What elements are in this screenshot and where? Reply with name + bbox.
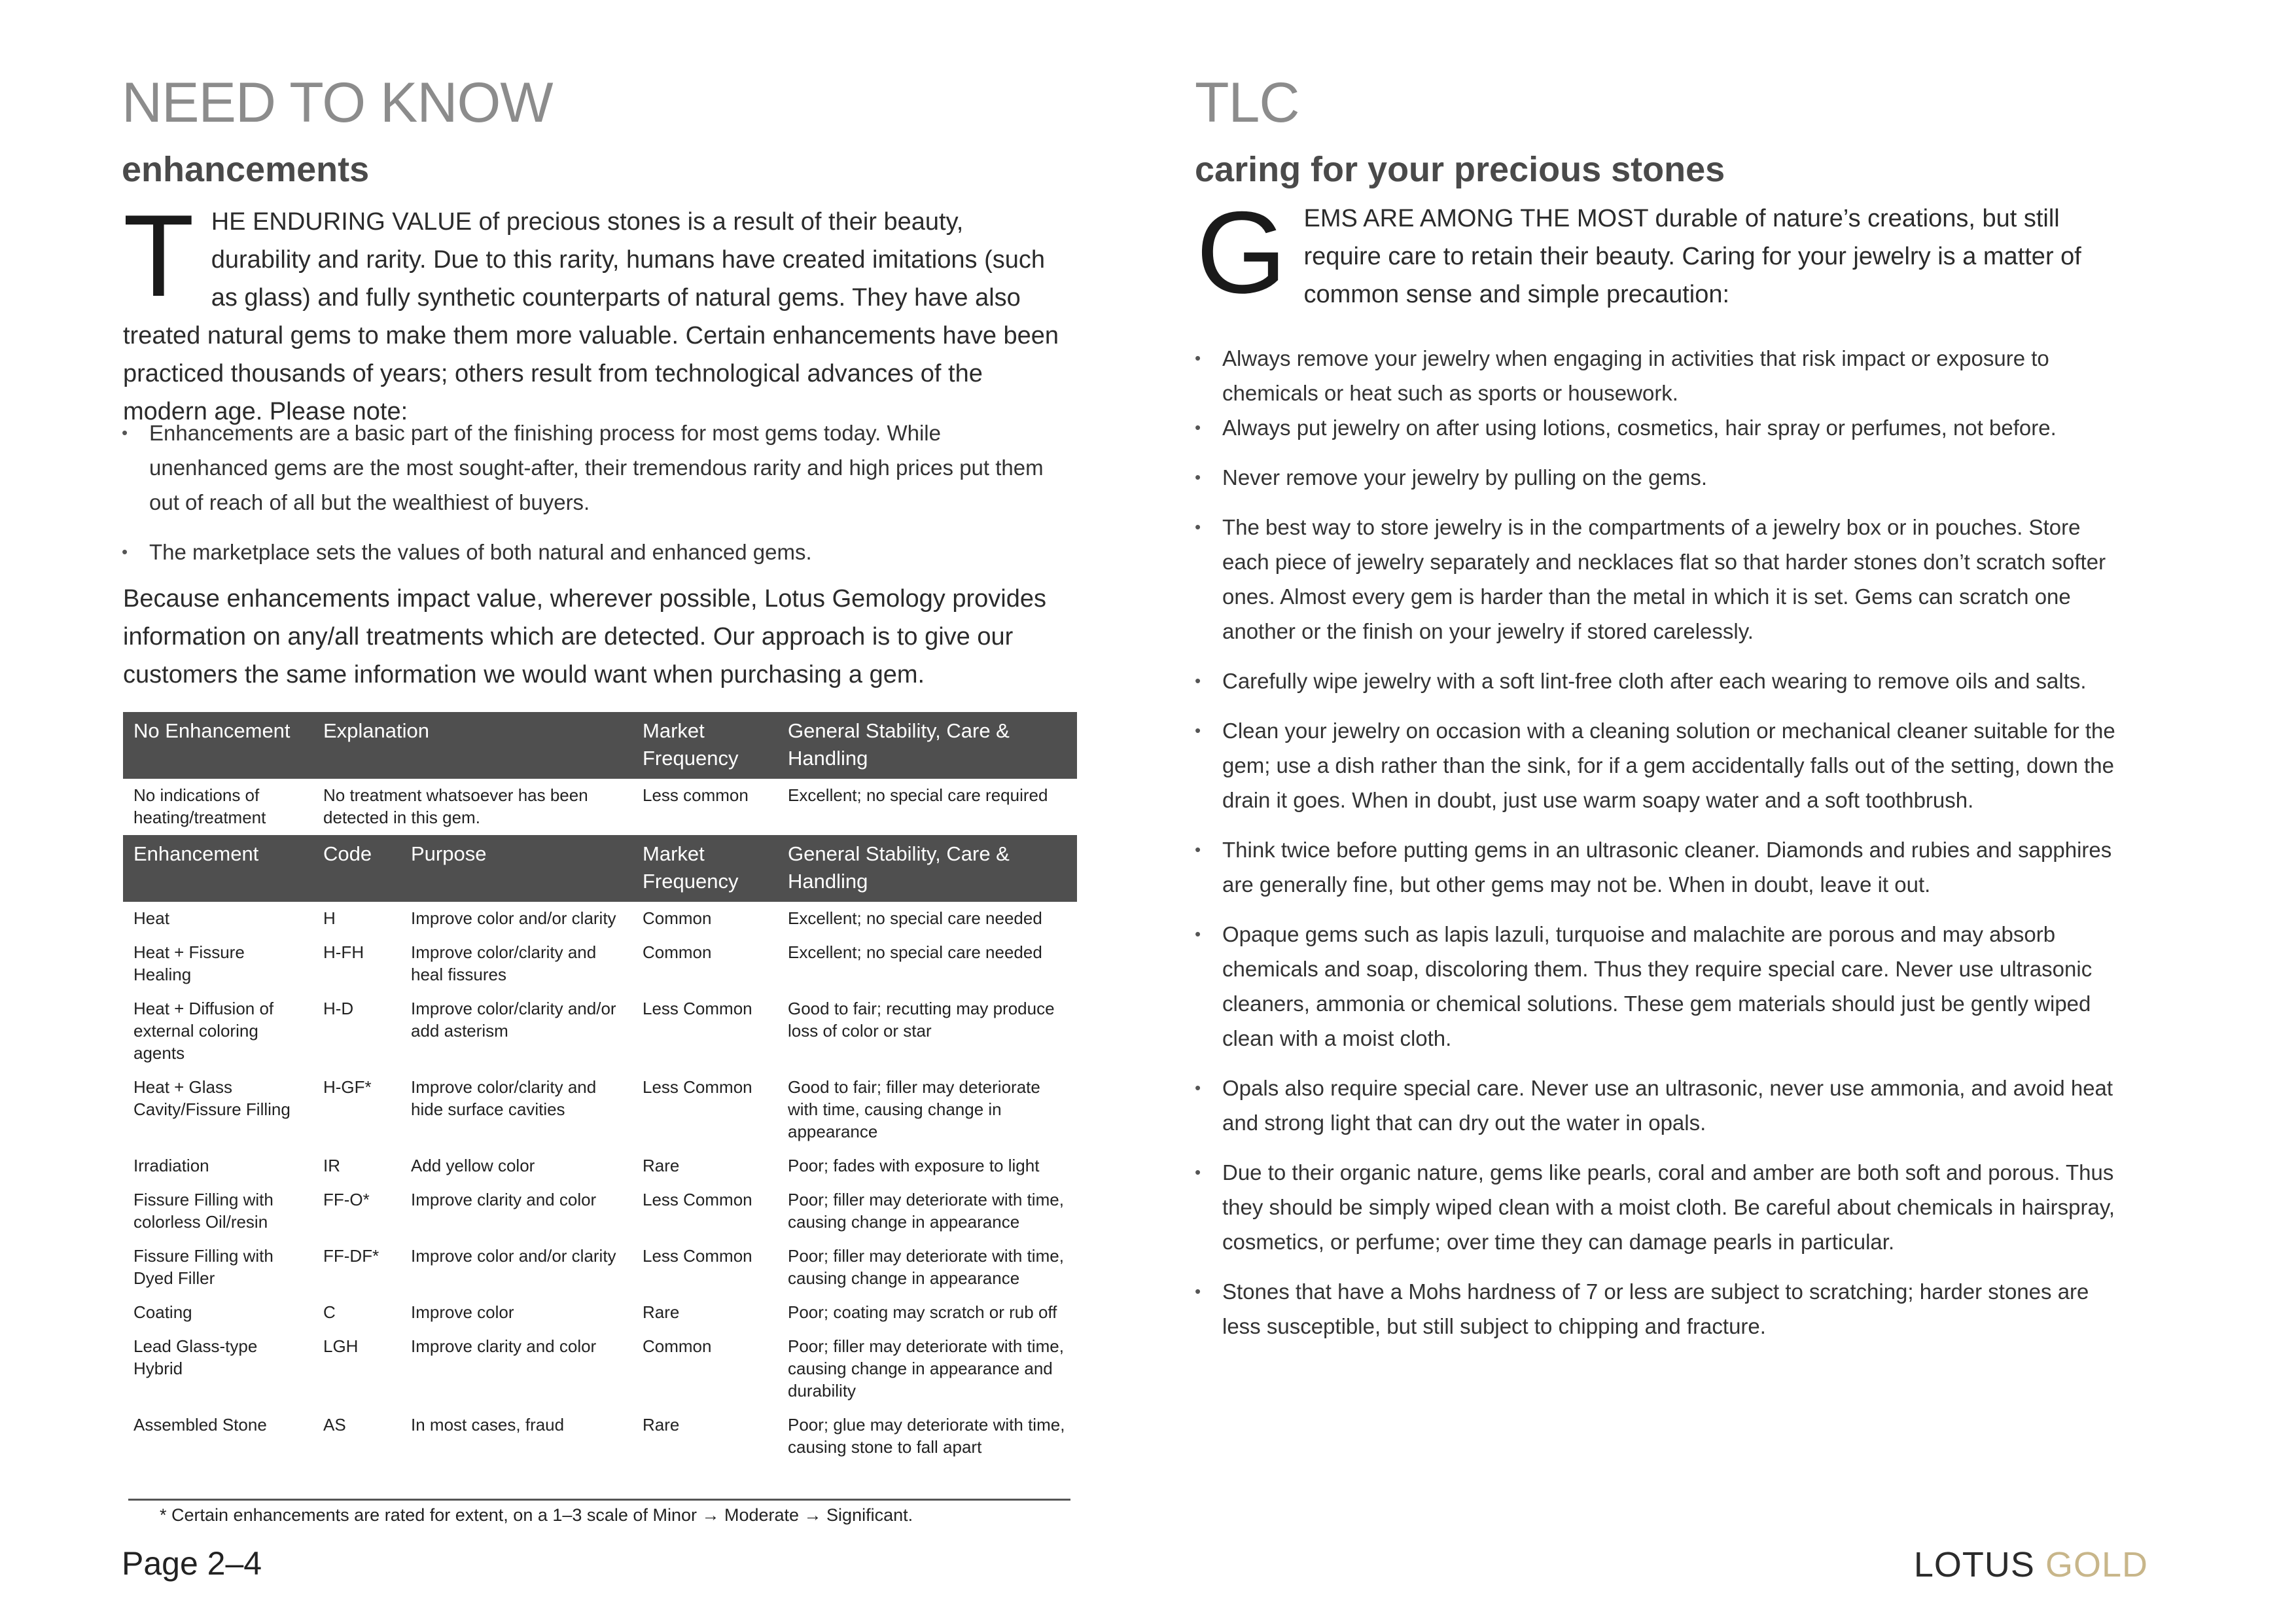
table-row [123, 779, 1077, 835]
table-cell: Less Common [643, 1246, 752, 1266]
list-item: • Stones that have a Mohs hardness of 7 or less are subject to scratching; harder stones are less susceptible, but still subject to chipping and fracture. [1195, 1274, 2124, 1344]
table-cell: Assembled Stone [133, 1415, 267, 1435]
list-item: • Think twice before putting gems in an ultrasonic cleaner. Diamonds and rubies and sapphires are generally fine, but other gems may not be. When in doubt, leave it out. [1195, 832, 2124, 902]
table-row [123, 902, 1077, 936]
brand-name-lotus: LOTUS [1913, 1545, 2035, 1584]
table-row [123, 992, 1077, 1071]
intro-lead-caps: EMS ARE AMONG THE MOST [1303, 205, 1648, 232]
table-cell: Rare [643, 1156, 680, 1175]
table-cell: Improve color/clarity and/or add asterism [411, 999, 616, 1041]
enhancement-notes-list [122, 416, 1051, 569]
table-cell: Less Common [643, 1077, 752, 1097]
table-row [123, 1149, 1077, 1183]
drop-cap: G [1196, 187, 1287, 317]
table-cell: Poor; filler may deteriorate with time, causing change in appearance [788, 1190, 1064, 1232]
list-item: • Always remove your jewelry when engaging in activities that risk impact or exposure to chemicals or heat such as sports or housework. [1195, 341, 2124, 410]
table-cell: AS [323, 1415, 346, 1435]
table-cell: LGH [323, 1336, 359, 1356]
table-cell: Improve clarity and color [411, 1336, 597, 1356]
list-item: • Enhancements are a basic part of the finishing process for most gems today. While unenhanced gems are the most sought-after, their tremendous rarity and high prices put them out of reach of all but the wealthiest of buyers. [122, 416, 1051, 520]
table-cell: FF-O* [323, 1190, 370, 1209]
table-cell: Fissure Filling with colorless Oil/resin [133, 1190, 274, 1232]
table-row [123, 1296, 1077, 1330]
table-bottom-rule [128, 1499, 1070, 1501]
intro-text: durable of nature’s creations, but still require care to retain their beauty. Caring for your jewelry is a matter of common sense and simple precaution: [1303, 205, 2081, 308]
table-cell: Excellent; no special care needed [788, 908, 1042, 928]
column-header: No Enhancement [123, 712, 313, 779]
table-cell: Common [643, 1336, 712, 1356]
column-header: Explanation [313, 712, 632, 779]
table-cell: In most cases, fraud [411, 1415, 565, 1435]
footnote: * Certain enhancements are rated for extent, on a 1–3 scale of Minor → Moderate → Significant. [160, 1505, 913, 1525]
table-header-row [123, 835, 1077, 902]
table-cell: H-D [323, 999, 354, 1018]
column-header: Enhancement [123, 835, 313, 902]
list-item: • Always put jewelry on after using lotions, cosmetics, hair spray or perfumes, not before. [1195, 410, 2124, 445]
table-cell: Fissure Filling with Dyed Filler [133, 1246, 274, 1288]
column-header: General Stability, Care & Handling [777, 712, 1077, 779]
table-cell: Poor; fades with exposure to light [788, 1156, 1040, 1175]
table-cell: Common [643, 908, 712, 928]
table-cell: C [323, 1302, 336, 1322]
table-cell: Rare [643, 1302, 680, 1322]
table-cell: Improve color [411, 1302, 514, 1322]
intro-paragraph [123, 190, 1065, 431]
subhead-enhancements: enhancements [122, 150, 370, 189]
table-cell: IR [323, 1156, 340, 1175]
table-cell: Improve clarity and color [411, 1190, 597, 1209]
table-cell: Common [643, 942, 712, 962]
column-header: Market Frequency [632, 712, 777, 779]
table-cell: Less Common [643, 1190, 752, 1209]
table-cell: H [323, 908, 336, 928]
table-cell: Rare [643, 1415, 680, 1435]
column-header: Purpose [400, 835, 632, 902]
table-row [123, 1408, 1077, 1465]
subhead-caring: caring for your precious stones [1195, 150, 1725, 189]
table-cell: No indications of heating/treatment [133, 785, 266, 827]
table-cell: Heat + Glass Cavity/Fissure Filling [133, 1077, 291, 1119]
table-cell: No treatment whatsoever has been detected in this gem. [323, 785, 588, 827]
table-cell: Less Common [643, 999, 752, 1018]
table-cell: Excellent; no special care required [788, 785, 1048, 805]
care-intro-paragraph [1196, 187, 2125, 317]
table-cell: Poor; coating may scratch or rub off [788, 1302, 1057, 1322]
list-item: • The marketplace sets the values of both natural and enhanced gems. [122, 535, 1051, 569]
list-item: • The best way to store jewelry is in the compartments of a jewelry box or in pouches. Store each piece of jewelry separately and necklaces flat so that harder stones don’t scratch softer ones. Almost every gem is harder than the metal in which it is set. Gems can scratch one another or the finish on your jewelry if stored carelessly. [1195, 510, 2124, 649]
intro-text: of precious stones is a result of their beauty, durability and rarity. Due to this rarity, humans have created imitations (such as glass) and fully synthetic counterparts of natural gems. They have also treated natural gems to make them more valuable. Certain enhancements have been practiced thousands of years; others result from technological advances of the modern age. Please note: [123, 208, 1059, 425]
list-item: • Never remove your jewelry by pulling on the gems. [1195, 460, 2124, 495]
table-cell: Excellent; no special care needed [788, 942, 1042, 962]
table-row [123, 1330, 1077, 1408]
table-header-row [123, 712, 1077, 779]
table-cell: Improve color and/or clarity [411, 1246, 616, 1266]
table-cell: Add yellow color [411, 1156, 535, 1175]
table-cell: Heat + Diffusion of external coloring agents [133, 999, 274, 1063]
list-item: • Carefully wipe jewelry with a soft lint-free cloth after each wearing to remove oils and salts. [1195, 664, 2124, 698]
enhancement-rows [123, 902, 1077, 1465]
table-row [123, 1240, 1077, 1296]
table-cell: Heat [133, 908, 169, 928]
list-item: • Opaque gems such as lapis lazuli, turquoise and malachite are porous and may absorb chemicals and soap, discoloring them. Thus they require special care. Never use ultrasonic cleaners, ammonia or chemical solutions. These gem materials should just be gently wiped clean with a moist cloth. [1195, 917, 2124, 1056]
table-cell: Poor; glue may deteriorate with time, causing stone to fall apart [788, 1415, 1065, 1457]
brand-logo [1914, 1544, 2148, 1585]
intro-lead-caps: HE ENDURING VALUE [211, 208, 472, 236]
brand-name-gold: GOLD [2045, 1545, 2148, 1584]
table-row [123, 1183, 1077, 1240]
section-title-tlc: TLC [1195, 71, 1299, 134]
column-header: General Stability, Care & Handling [777, 835, 1077, 902]
table-cell: Poor; filler may deteriorate with time, causing change in appearance and durability [788, 1336, 1064, 1400]
column-header: Market Frequency [632, 835, 777, 902]
list-item: • Clean your jewelry on occasion with a cleaning solution or mechanical cleaner suitable for the gem; use a dish rather than the sink, for if a gem accidentally falls out of the setting, down the drain it goes. When in doubt, just use warm soapy water and a soft toothbrush. [1195, 713, 2124, 817]
list-item: • Due to their organic nature, gems like pearls, coral and amber are both soft and porous. Thus they should be simply wiped clean with a moist cloth. Be careful about chemicals in hairspray, cosmetics, or perfume; over time they can damage pearls in particular. [1195, 1155, 2124, 1259]
table-cell: Improve color and/or clarity [411, 908, 616, 928]
table-cell: Good to fair; filler may deteriorate with time, causing change in appearance [788, 1077, 1040, 1141]
care-tips-list [1195, 341, 2124, 1344]
table-cell: Improve color/clarity and heal fissures [411, 942, 597, 984]
column-header: Code [313, 835, 400, 902]
table-cell: Improve color/clarity and hide surface cavities [411, 1077, 597, 1119]
table-cell: Poor; filler may deteriorate with time, causing change in appearance [788, 1246, 1064, 1288]
table-cell: Less common [643, 785, 749, 805]
table-cell: Lead Glass-type Hybrid [133, 1336, 258, 1378]
table-row [123, 1071, 1077, 1149]
approach-paragraph: Because enhancements impact value, wherever possible, Lotus Gemology provides information on any/all treatments which are detected. Our approach is to give our customers the same information we would want when purchasing a gem. [123, 585, 1046, 688]
table-row [123, 936, 1077, 992]
drop-cap: T [123, 190, 194, 321]
table-cell: Irradiation [133, 1156, 209, 1175]
list-item: • Opals also require special care. Never use an ultrasonic, never use ammonia, and avoid heat and strong light that can dry out the water in opals. [1195, 1071, 2124, 1140]
page-number: Page 2–4 [122, 1545, 262, 1582]
section-title-need-to-know: NEED TO KNOW [122, 71, 553, 134]
table-cell: Heat + Fissure Healing [133, 942, 245, 984]
table-cell: Good to fair; recutting may produce loss of color or star [788, 999, 1055, 1041]
enhancements-table [123, 712, 1077, 1465]
table-cell: Coating [133, 1302, 192, 1322]
table-cell: FF-DF* [323, 1246, 380, 1266]
table-cell: H-GF* [323, 1077, 372, 1097]
table-cell: H-FH [323, 942, 364, 962]
